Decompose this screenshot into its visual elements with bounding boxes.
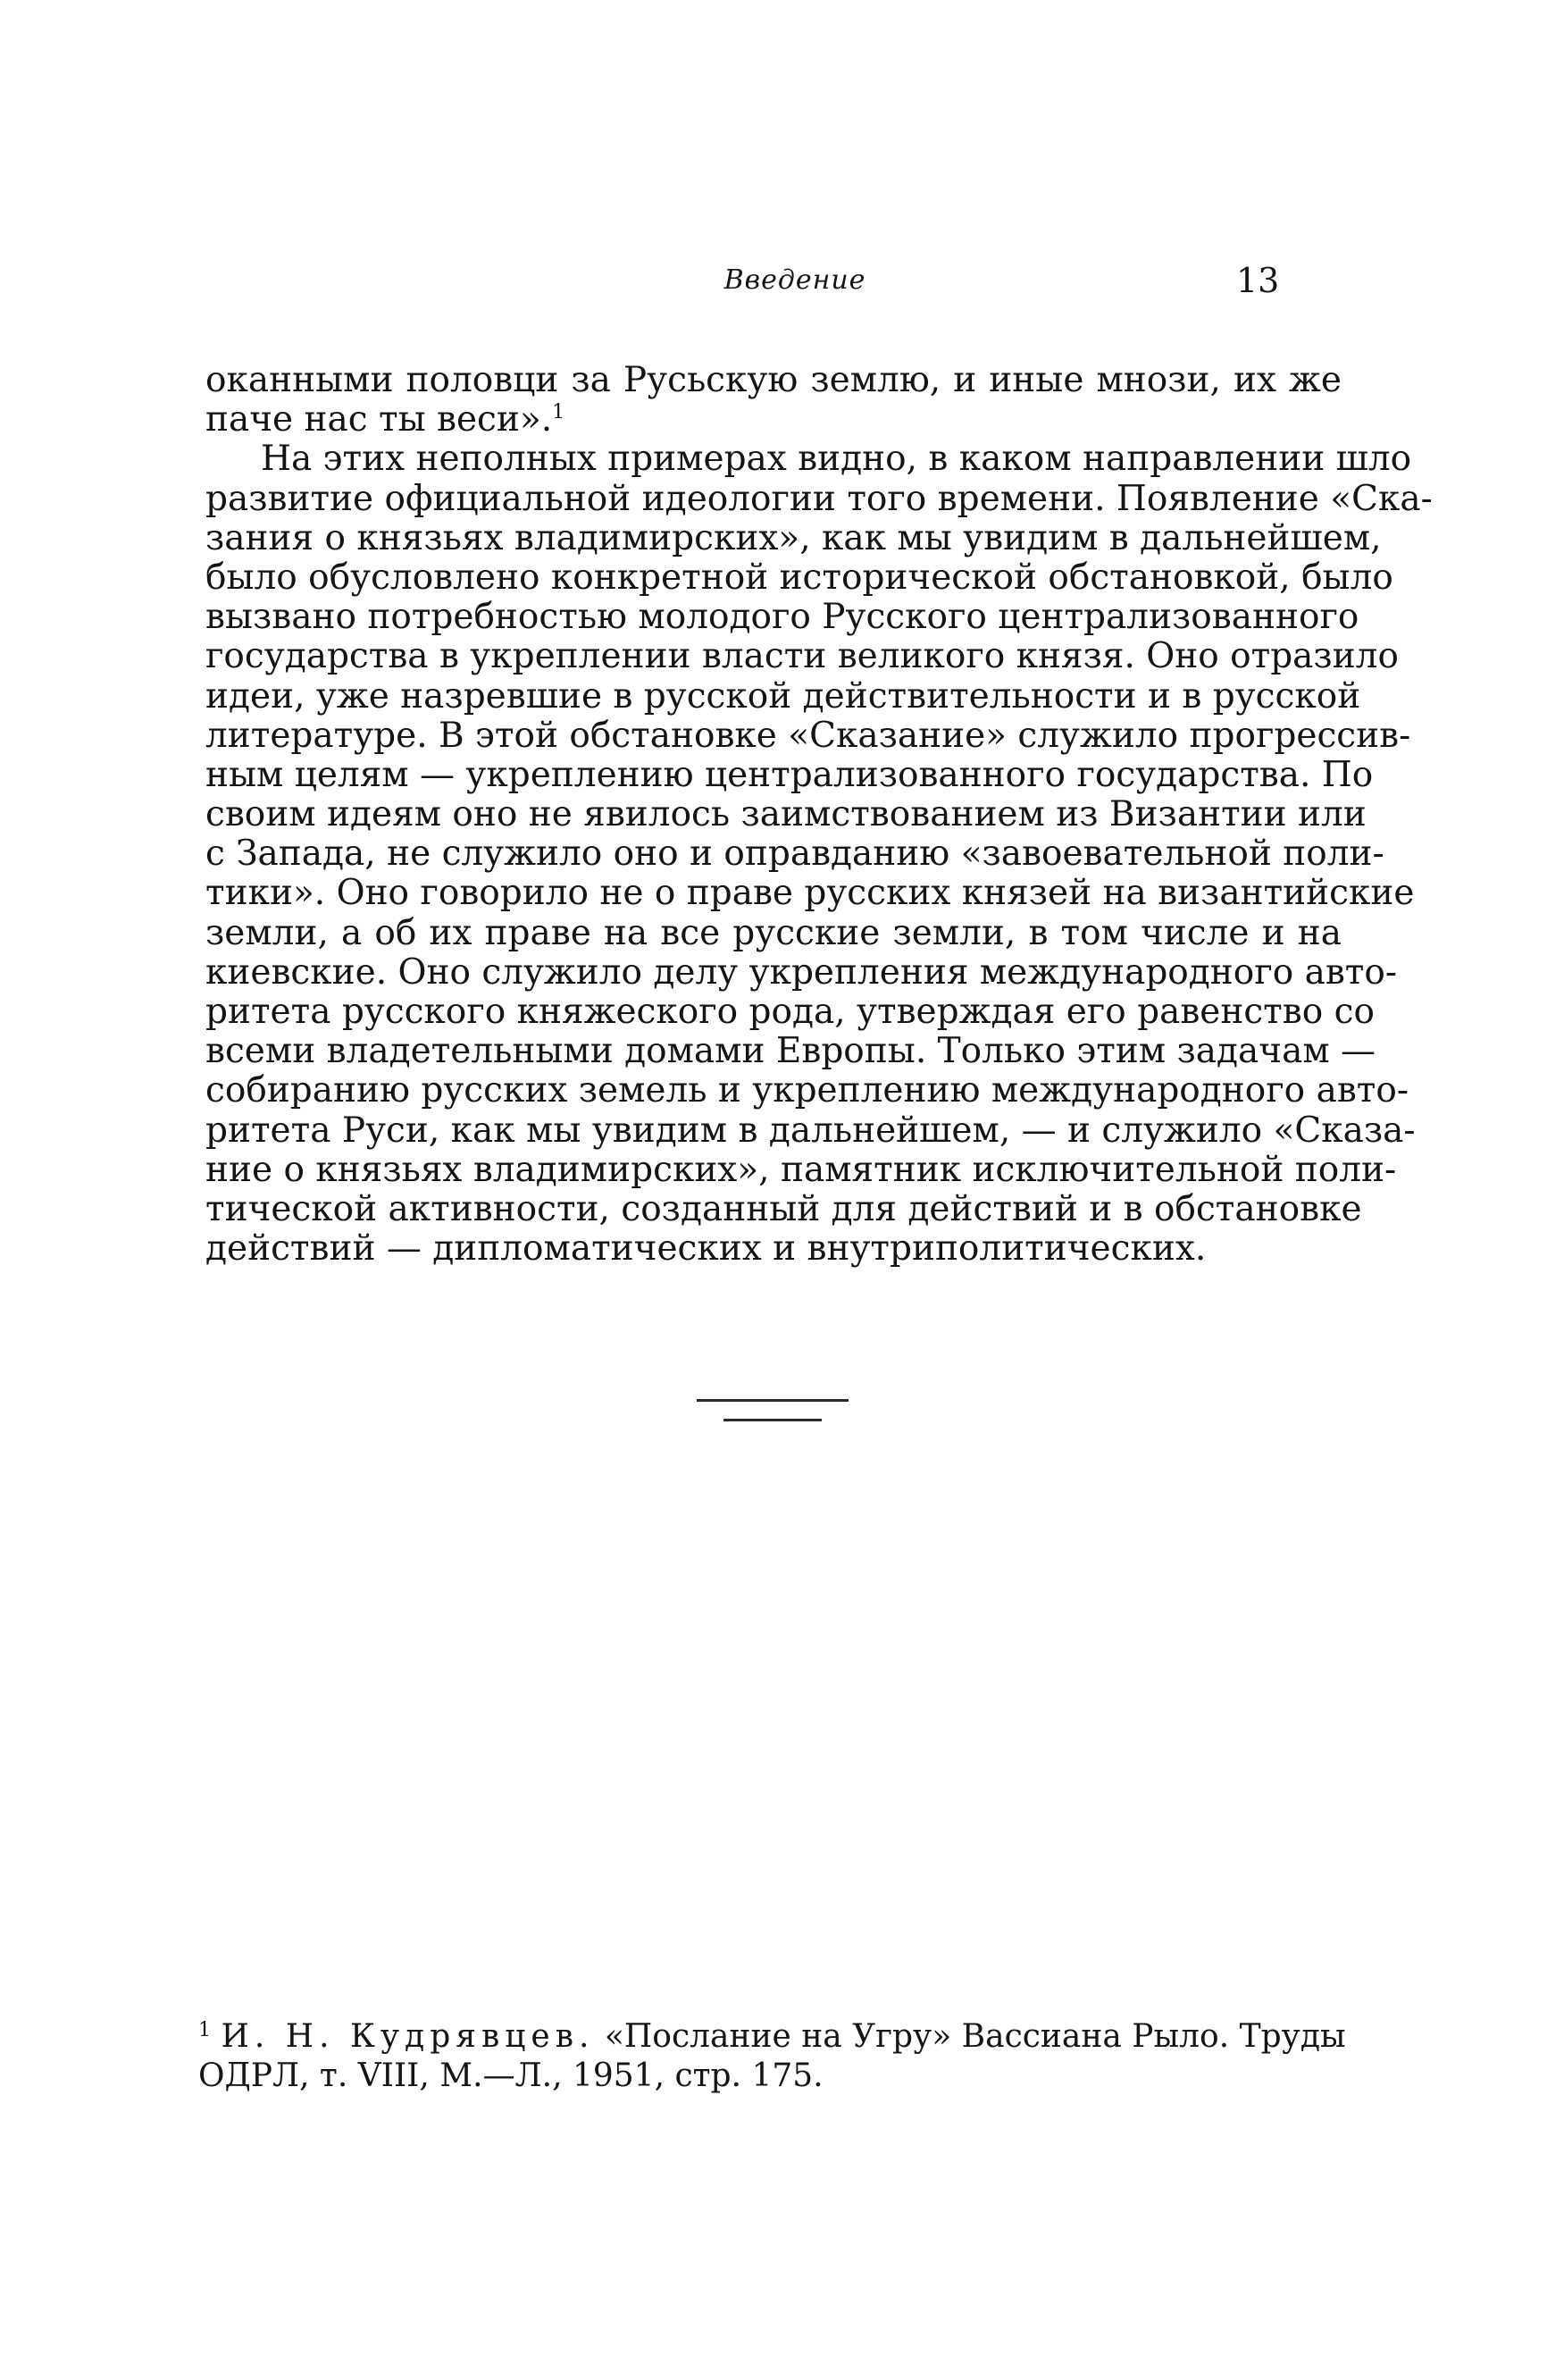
- text-line: действий — дипломатических и внутриполитических.: [205, 1228, 1207, 1270]
- text-line: ритета русского княжеского рода, утверждая его равенство со: [205, 992, 1375, 1032]
- text-line: вызвано потребностью молодого Русского централизованного: [205, 597, 1359, 638]
- footnote-line: ОДРЛ, т. VIII, М.—Л., 1951, стр. 175.: [198, 2057, 824, 2094]
- text-line: развитие официальной идеологии того времени. Появление «Ска-: [205, 478, 1433, 519]
- text-line: было обусловлено конкретной исторической обстановкой, было: [205, 557, 1393, 598]
- text-line: с Запада, не служило оно и оправданию «завоевательной поли-: [205, 834, 1384, 875]
- text-line: оканными половци за Русьскую землю, и иные мнози, их же: [205, 360, 1342, 400]
- footnote: [198, 2017, 1346, 2096]
- running-head: [0, 261, 1547, 300]
- text-line: тики». Оно говорило не о праве русских князей на византийские: [205, 873, 1415, 914]
- footnote-title: «Послание на Угру» Вассиана Рыло. Труды: [604, 2018, 1346, 2055]
- text-line: паче нас ты веси».$^1$: [205, 399, 565, 440]
- footnote-line: [198, 2017, 1346, 2057]
- footnote-author: И. Н. Кудрявцев.: [221, 2018, 595, 2055]
- footnote-mark: 1: [198, 2019, 211, 2041]
- text-line: идеи, уже назревшие в русской действительности и в русской: [205, 675, 1361, 717]
- text-line: тической активности, созданный для действий и в обстановке: [205, 1188, 1362, 1229]
- text-line: собиранию русских земель и укреплению международного авто-: [205, 1070, 1409, 1111]
- separator-rule-bottom: [723, 1419, 822, 1421]
- running-title: Введение: [723, 264, 866, 296]
- text-line: своим идеям оно не явилось заимствованием из Византии или: [205, 794, 1367, 835]
- text-line: ным целям — укреплению централизованного государства. По: [205, 754, 1374, 795]
- section-separator: [697, 1399, 849, 1426]
- page-number: 13: [1236, 261, 1280, 300]
- text-line: киевские. Оно служило делу укрепления международного авто-: [205, 951, 1398, 993]
- text-line: ние о князьях владимирских», памятник исключительной поли-: [205, 1149, 1397, 1190]
- text-line: всеми владетельными домами Европы. Только этим задачам —: [205, 1031, 1376, 1072]
- text-line: земли, а об их праве на все русские земли, в том числе и на: [205, 912, 1342, 953]
- text-line: государства в укреплении власти великого князя. Оно отразило: [205, 636, 1399, 677]
- text-line: зания о князьях владимирских», как мы увидим в дальнейшем,: [205, 517, 1382, 558]
- paragraph-first-line: На этих неполных примерах видно, в каком направлении шло: [261, 439, 1412, 480]
- separator-rule-top: [697, 1399, 849, 1402]
- text-line: литературе. В этой обстановке «Сказание» служило прогрессив-: [205, 715, 1411, 756]
- footnote-reference: 1: [552, 401, 565, 424]
- text-line: ритета Руси, как мы увидим в дальнейшем, — и служило «Сказа-: [205, 1110, 1416, 1151]
- main-text: [205, 360, 1433, 1270]
